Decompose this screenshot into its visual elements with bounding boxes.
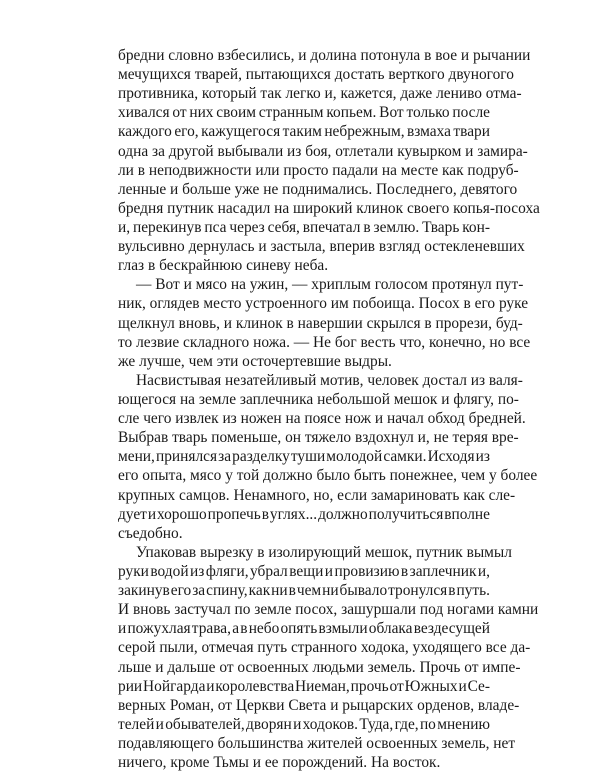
text-line: противника, который так легко и, кажется, даже лениво отма- xyxy=(118,85,522,103)
text-line: телей и обывателей, дворян и ходоков. Туда, где, по мнению xyxy=(118,715,490,733)
text-line: глаз в бескрайнюю синеву неба. xyxy=(118,257,329,275)
text-line: ли в неподвижности или просто падали на месте как подруб- xyxy=(118,161,519,179)
text-line: верных Роман, от Церкви Света и рыцарских орденов, владе- xyxy=(118,696,520,714)
text-line: ничего, кроме Тьмы и ее порождений. На восток. xyxy=(118,754,441,772)
text-line: съедобно. xyxy=(118,524,183,542)
text-line: хивался от них своим странным копьем. Вот только после xyxy=(118,104,490,122)
body-text xyxy=(118,46,540,772)
text-line: дует и хорошо пропечь в углях... должно получиться вполне xyxy=(118,505,490,523)
text-line: закинув его за спину, как ни в чем ни бывало тронулся в путь. xyxy=(118,582,490,600)
text-line: вульсивно дернулась и застыла, вперив взгляд остекленевших xyxy=(118,238,525,256)
text-line: ющегося на земле заплечника небольшой мешок и флягу, по- xyxy=(118,390,519,408)
text-line: ленные и больше уже не поднимались. Последнего, девятого xyxy=(118,180,518,198)
text-line: И вновь застучал по земле посох, зашуршали под ногами камни xyxy=(118,601,539,619)
text-line: ник, оглядев место устроенного им побоища. Посох в его руке xyxy=(118,295,529,313)
text-line: подавляющего большинства жителей освоенных земель, нет xyxy=(118,734,516,752)
text-line: то лезвие складного ножа. — Не бог весть что, конечно, но все xyxy=(118,333,531,351)
text-line: каждого его, кажущегося таким небрежным, взмаха твари xyxy=(118,123,490,141)
text-line: его опыта, мясо у той должно было быть понежнее, чем у более xyxy=(118,467,538,485)
text-line: руки водой из фляги, убрал вещи и провизию в заплечник и, xyxy=(118,562,490,580)
text-line: мечущихся тварей, пытающихся достать верткого двуногого xyxy=(118,66,514,84)
text-line: Упаковав вырезку в изолирующий мешок, путник вымыл xyxy=(136,543,512,561)
text-line: мени, принялся за разделку туши молодой самки. Исходя из xyxy=(118,448,490,466)
text-line: серой пыли, отмечая путь странного ходока, уходящего все да- xyxy=(118,639,531,657)
text-line: щелкнул вновь, и клинок в навершии скрылся в прорези, буд- xyxy=(118,314,523,332)
text-line: бредня путник насадил на широкий клинок своего копья-посоха xyxy=(118,199,540,217)
text-line: — Вот и мясо на ужин, — хриплым голосом протянул пут- xyxy=(136,276,524,294)
text-line: бредни словно взбесились, и долина потонула в вое и рычании xyxy=(118,47,531,64)
text-line: Насвистывая незатейливый мотив, человек достал из валя- xyxy=(136,371,523,389)
text-line: одна за другой выбывали из боя, отлетали кувырком и замира- xyxy=(118,142,528,160)
text-line: и, перекинув пса через себя, впечатал в землю. Тварь кон- xyxy=(118,218,490,236)
text-line: Выбрав тварь поменьше, он тяжело вздохнул и, не теряя вре- xyxy=(118,429,519,447)
text-line: и пожухлая трава, а в небо опять взмыли облака вездесущей xyxy=(118,620,490,638)
text-line: сле чего извлек из ножен на поясе нож и начал обход бредней. xyxy=(118,410,526,428)
text-line: крупных самцов. Ненамного, но, если замариновать как сле- xyxy=(118,486,516,504)
text-line: рии Нойгарда и королевства Ниеман, прочь от Южных и Се- xyxy=(118,677,490,695)
text-line: льше и дальше от освоенных людьми земель. Прочь от импе- xyxy=(118,658,521,676)
text-line: же лучше, чем эти осточертевшие выдры. xyxy=(118,352,392,370)
